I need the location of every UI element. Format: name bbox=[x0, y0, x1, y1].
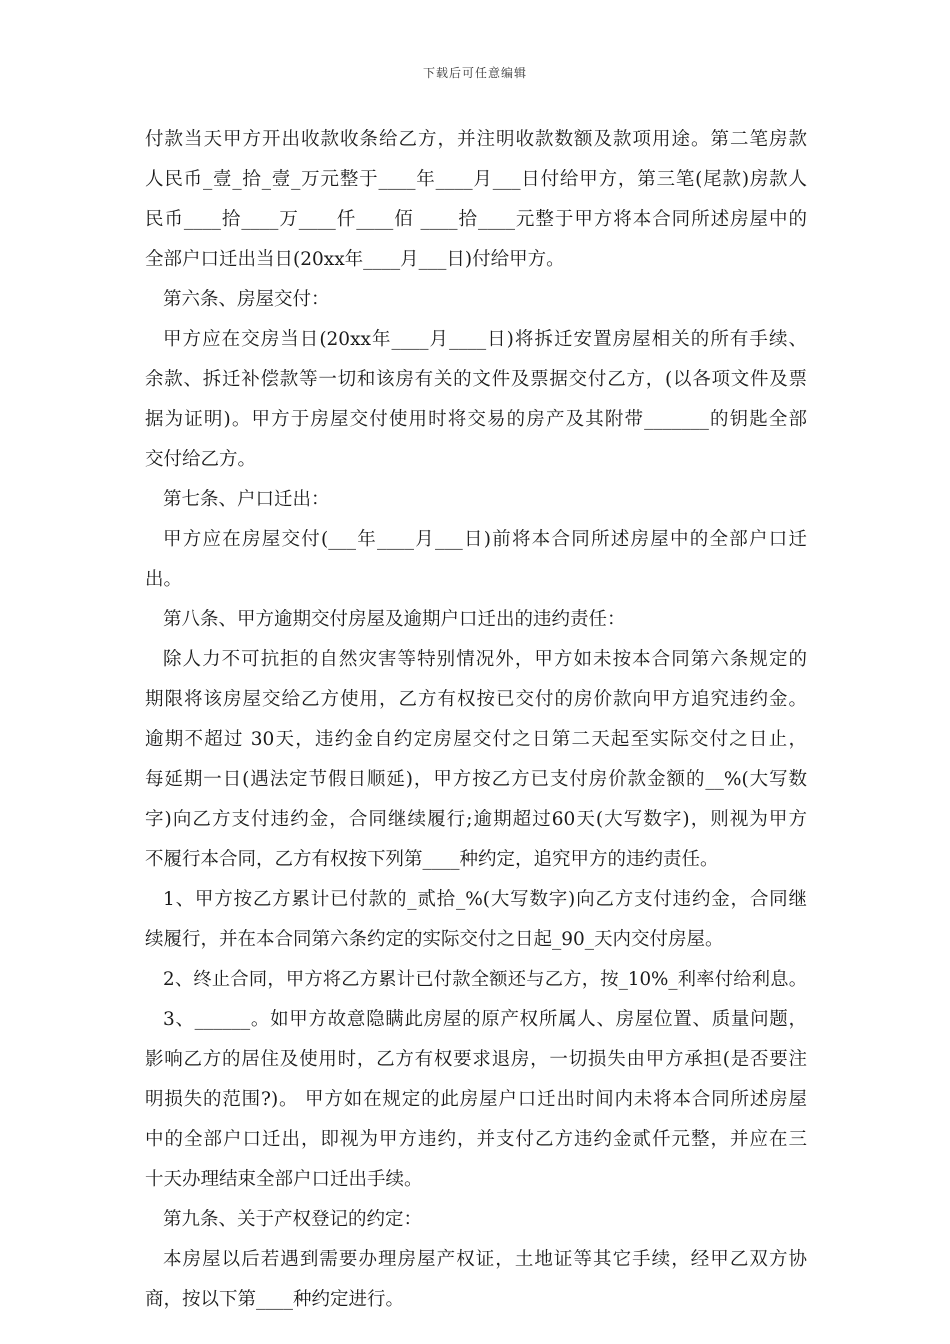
paragraph-line: 甲方应在房屋交付(___年____月___日)前将本合同所述房屋中的全部户口迁 bbox=[163, 529, 807, 550]
paragraph-line: 全部户口迁出当日(20xx年____月___日)付给甲方。 bbox=[145, 249, 565, 270]
paragraph-line: 中的全部户口迁出，即视为甲方违约，并支付乙方违约金贰仟元整，并应在三 bbox=[145, 1129, 807, 1150]
paragraph-line: 人民币_壹_拾_壹_万元整于____年____月___日付给甲方，第三笔(尾款)房款人 bbox=[145, 169, 807, 190]
paragraph-line: 3、______。如甲方故意隐瞒此房屋的原产权所属人、房屋位置、质量问题， bbox=[163, 1009, 807, 1030]
paragraph-line: 期限将该房屋交给乙方使用，乙方有权按已交付的房价款向甲方追究违约金。 bbox=[145, 689, 807, 710]
paragraph-line: 除人力不可抗拒的自然灾害等特别情况外，甲方如未按本合同第六条规定的 bbox=[163, 649, 807, 670]
page-header: 下载后可任意编辑 bbox=[422, 66, 527, 80]
paragraph-line: 十天办理结束全部户口迁出手续。 bbox=[145, 1169, 423, 1190]
paragraph-line: 字)向乙方支付违约金，合同继续履行;逾期超过60天(大写数字)，则视为甲方 bbox=[145, 809, 807, 830]
paragraph-line: 付款当天甲方开出收款收条给乙方，并注明收款数额及款项用途。第二笔房款 bbox=[145, 129, 807, 150]
paragraph-line: 第八条、甲方逾期交付房屋及逾期户口迁出的违约责任： bbox=[163, 609, 626, 630]
paragraph-line: 甲方应在交房当日(20xx年____月____日)将拆迁安置房屋相关的所有手续、 bbox=[163, 329, 807, 350]
paragraph-line: 民币____拾____万____仟____佰 ____拾____元整于甲方将本合同所述房屋中的 bbox=[145, 209, 807, 230]
paragraph-line: 1、甲方按乙方累计已付款的_贰拾_%(大写数字)向乙方支付违约金，合同继 bbox=[163, 889, 807, 910]
paragraph-line: 交付给乙方。 bbox=[145, 449, 257, 470]
paragraph-line: 续履行，并在本合同第六条约定的实际交付之日起_90_天内交付房屋。 bbox=[145, 929, 724, 950]
document-body bbox=[145, 120, 807, 1320]
paragraph-line: 第六条、房屋交付： bbox=[163, 289, 330, 310]
paragraph-line: 据为证明)。甲方于房屋交付使用时将交易的房产及其附带_______的钥匙全部 bbox=[145, 409, 807, 430]
paragraph-line: 影响乙方的居住及使用时，乙方有权要求退房，一切损失由甲方承担(是否要注 bbox=[145, 1049, 807, 1070]
paragraph-line: 出。 bbox=[145, 569, 183, 590]
paragraph-line: 商，按以下第____种约定进行。 bbox=[145, 1289, 405, 1310]
paragraph-line: 不履行本合同，乙方有权按下列第____种约定，追究甲方的违约责任。 bbox=[145, 849, 719, 870]
paragraph-line: 余款、拆迁补偿款等一切和该房有关的文件及票据交付乙方，(以各项文件及票 bbox=[145, 369, 807, 390]
paragraph-line: 明损失的范围?)。 甲方如在规定的此房屋户口迁出时间内未将本合同所述房屋 bbox=[145, 1089, 807, 1110]
paragraph-line: 每延期一日(遇法定节假日顺延)，甲方按乙方已支付房价款金额的__%(大写数 bbox=[145, 769, 807, 790]
paragraph-line: 第七条、户口迁出： bbox=[163, 489, 330, 510]
paragraph-line: 本房屋以后若遇到需要办理房屋产权证，土地证等其它手续，经甲乙双方协 bbox=[163, 1249, 807, 1270]
paragraph-line: 2、终止合同，甲方将乙方累计已付款全额还与乙方，按_10%_利率付给利息。 bbox=[163, 969, 807, 990]
paragraph-line: 逾期不超过 30天，违约金自约定房屋交付之日第二天起至实际交付之日止， bbox=[145, 729, 807, 750]
paragraph-line: 第九条、关于产权登记的约定： bbox=[163, 1209, 423, 1230]
